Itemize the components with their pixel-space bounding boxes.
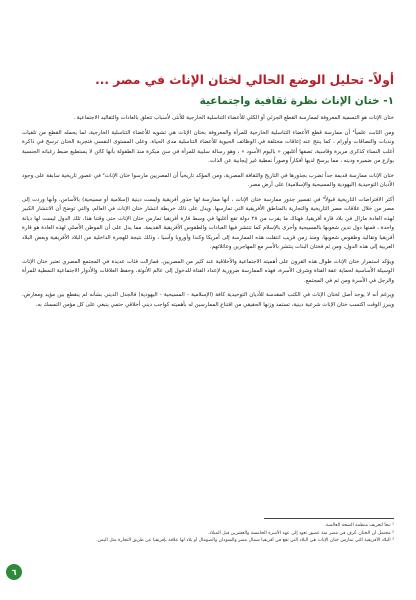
section-subtitle: ١- ختان الإناث نظرة ثقافية واجتماعية — [199, 95, 394, 107]
footnotes — [22, 522, 394, 545]
document-page — [22, 0, 394, 600]
footnote: ³ البلاد الأفريقية التي تمارس ختان الإناث هي البلاد التي تقع في أفريقيا شمال مصر والسودان والصومال أو بلاد لها علاقة بإفريقيا عن طريق التجارة مثل اليمن. — [96, 538, 394, 543]
paragraph: ويرغم أنه لا يوجد أصل لختان الإناث في الكتب المقدسة للأديان التوحيدية كافة (الإسلامية - المسيحية - اليهودية) فالجدل الديني بشأنه لم ينقطع بين مؤيد ومعارض، ويبرز الوقت اكتسب ختان الإناث شرعية دينية، تستمد وزنها الحقيقي من اقتناع الممارسين له بأهميته كواجب ديني أخلاقي حتمي ينبغي على كل مؤمن التمسك به. — [22, 292, 394, 308]
footnote-divider — [264, 518, 394, 519]
paragraph: ويؤكد استمرار ختان الإناث طوال هذه القرون على أهميته الاجتماعية والأخلاقية عند كثير من المصريين. فمازالت فئات عديدة في المجتمع المصري تعتبر ختان الإناث الوسيلة الأساسية لحماية عفة الفتاة وشرف الأسرة، فهذه الممارسة ضرورية لإعداد الفتاة للدخول إلى عالم الأنوثة، وحفظ العلاقات والأدوار الاجتماعية النمطية للمرأة والرجل في الأسرة ومن ثم في المجتمع. — [22, 258, 394, 284]
paragraph: ختان الإناث ممارسة قديمة جداً تضرب بجذورها في التاريخ والثقافة المصرية، ومن المؤكد تاريخياً أن المصريين مارسوا ختان الإناث² في عصور تاريخية سابقة على وجود الأديان التوحيدية (اليهودية والمسيحية والإسلامية) على أرض مصر. — [22, 172, 394, 188]
paragraph: ختان الإناث هو التسمية المعروفة لممارسة القطع الجزئي أو الكلي للأعضاء التناسلية الخارجية للأنثى لأسباب تتعلق بالعادات والتقاليد الاجتماعية . — [73, 115, 394, 121]
page-number-badge: ٦ — [6, 564, 22, 580]
body-text — [22, 114, 394, 310]
heading-block — [22, 72, 394, 108]
footnote: ² محتمل أن الختان عُرف في مصر منذ عصور تعود إلى عهد الأسرة الخامسة والعشرين قبل الميلاد. — [207, 530, 394, 536]
section-title: أولاً- تحليل الوضع الحالي لختان الإناث في مصر ... — [95, 73, 394, 87]
footnote: ¹ تبعاً لتعريف منظمة الصحة العالمية. — [324, 523, 394, 528]
paragraph: أكثر الافتراضات التاريخية قبولاً³ في تفسير جذور ممارسة ختان الإناث ، أنها ممارسة لها جذور أفريقية وليست دينية (إسلامية أو مسيحية) بالأساس، وأنها وردت إلى مصر من خلال علاقات مصر التاريخية والتجارية بالمناطق الأفريقية التي تمارسها. ويدل على ذلك خريطة انتشار ختان الإناث في العالم، والتي توضح أن الانتشار الكبير لهذه العادة مازال في بلاد قارة أفريقيا، فهناك ما يقرب من ٢٨ دولة تقع أغلبها في وسط قارة أفريقيا تمارس ختان الإناث حتى وقتنا هذا، تلك الدول ليست لها ديانة واحدة ، فمنها دول تدين شعوبها بالمسيحية وأخرى بالإسلام كما تنتشر فيها العبادات والطقوس الأفريقية القديمة. مما يدل على أن الموطن الأصلي لهذه العادة هو قارة أفريقيا وتقاليد وطقوس شعوبها. ومنذ زمن قريب انتقلت هذه الممارسة إلى أمريكا وكندا وأوروبا وآسيا ، وذلك نتيجة للهجرة الداخلية من البلاد الأفريقية وبعض البلاد العربية إلى هذه الدول، ومن ثم فختان البنات ينتشر بالأسر مع المهاجرين وعائلاتهم. — [22, 196, 394, 250]
paragraph: ومن الثابت علمياً¹ أن ممارسة قطع الأعضاء التناسلية الخارجية للمرأة والمعروفة بختان الإناث هي تشويه للأعضاء التناسلية الخارجية، لما يحمله القطع من تلفيات وندبات والتصاقات وأورام ، كما ينتج عنه إعاقات مختلفة في الوظائف الحيوية للأعضاء التناسلية مدى الحياة. وعلى المستوى النفسي فتجربة الختان ترسخ في ذاكرة أغلب النساء كذكرى مريرة وقاسية، تصفها أغلبهن « باليوم الأسود » ، وهو رسالة سلبية للمرأة في سن مبكرة منذ الطفولة بأنها كائن لا يستطيع ضبط رغباته الجنسية بوازع من ضميره ودينه ، مما يرسخ لديها أفكاراً وصوراً نمطية غير إيجابية عن الذات. — [22, 129, 394, 164]
